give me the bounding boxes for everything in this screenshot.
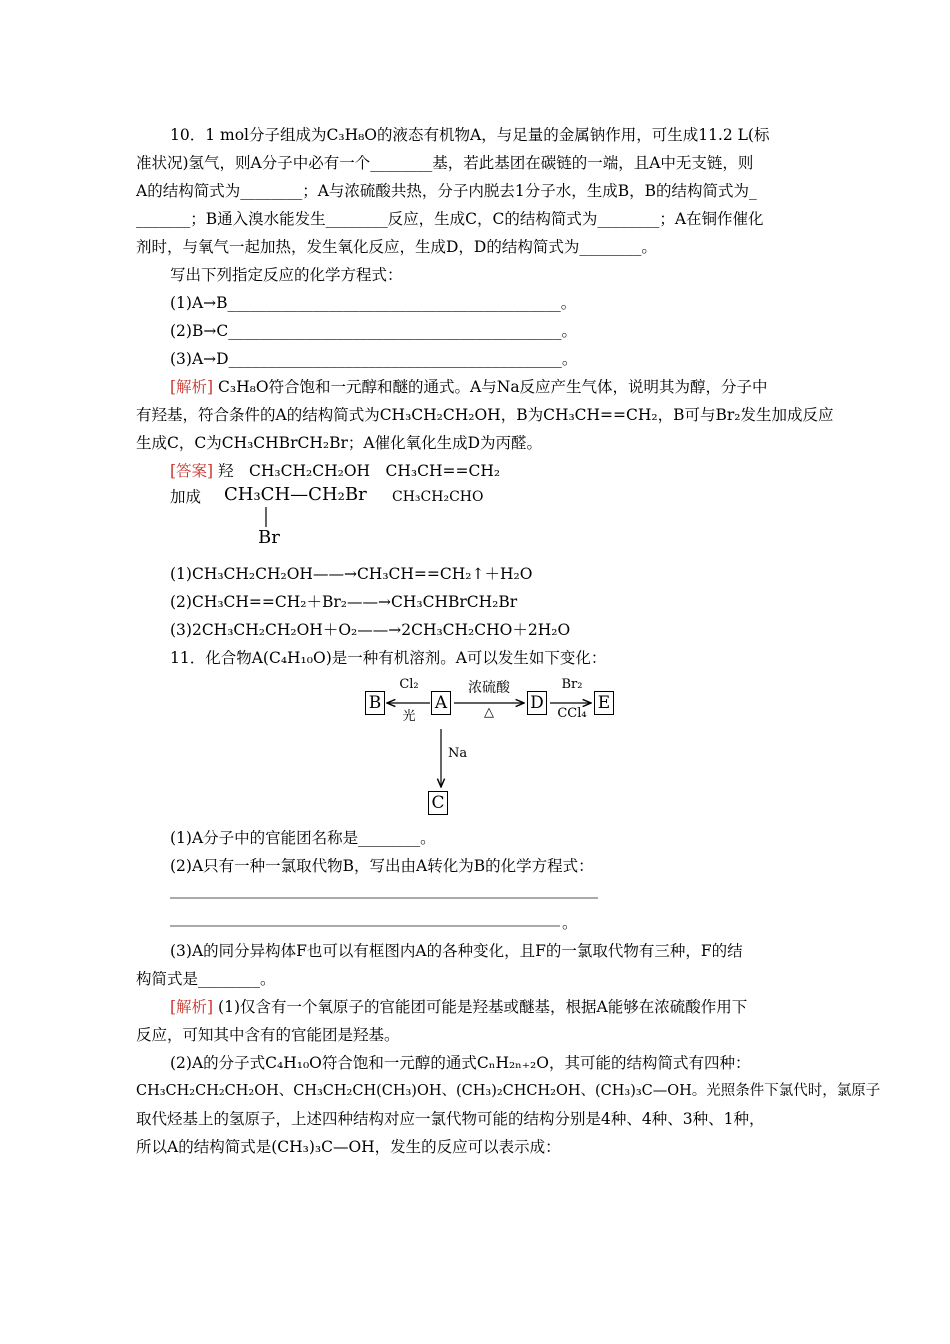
label-cl2: Cl₂	[399, 677, 419, 692]
daan-label: [答案]	[170, 462, 214, 480]
struct-formula-br: Br	[258, 527, 280, 548]
label-br2: Br₂	[561, 677, 583, 692]
daan10-jiacheng: 加成	[170, 488, 202, 506]
q10-eq-2-blank: (2)B→C___________________________________________。	[170, 322, 577, 340]
box-e: E	[594, 691, 614, 715]
jiexi11-line-2: 反应，可知其中含有的官能团是羟基。	[136, 1026, 400, 1044]
label-na: Na	[448, 746, 468, 761]
q10-line-3: A的结构简式为________；A与浓硫酸共热，分子内脱去1分子水，生成B，B的结构简式为_	[136, 182, 757, 200]
label-guang: 光	[402, 709, 416, 724]
jiexi-label-2: [解析]	[170, 998, 214, 1016]
label-ccl4: CCl₄	[557, 706, 587, 721]
q11-part-1: (1)A分子中的官能团名称是________。	[170, 829, 436, 847]
box-c: C	[428, 791, 448, 815]
jiexi11-line-1	[170, 996, 747, 1018]
jiexi11-line-3: (2)A的分子式C₄H₁₀O符合饱和一元醇的通式CₙH₂ₙ₊₂O，其可能的结构简式有四种：	[170, 1054, 751, 1072]
box-d: D	[527, 691, 547, 715]
q11-part-2: (2)A只有一种一氯取代物B，写出由A转化为B的化学方程式：	[170, 857, 594, 875]
daan10-eq-2: (2)CH₃CH==CH₂＋Br₂——→CH₃CHBrCH₂Br	[170, 593, 518, 611]
box-b: B	[365, 691, 385, 715]
q11-part-3-line-2: 构简式是________。	[136, 970, 276, 988]
box-a: A	[431, 691, 451, 715]
jiexi10-line-3: 生成C，C为CH₃CHBrCH₂Br；A催化氧化生成D为丙醛。	[136, 434, 542, 452]
jiexi11-line-4: CH₃CH₂CH₂CH₂OH、CH₃CH₂CH(CH₃)OH、(CH₃)₂CHCH₂OH、(CH₃)₃C—OH。光照条件下氯代时，氯原子	[136, 1083, 881, 1099]
q10-instruction: 写出下列指定反应的化学方程式：	[170, 266, 403, 284]
q10-line-5: 剂时，与氧气一起加热，发生氧化反应，生成D，D的结构简式为________。	[136, 238, 657, 256]
q11-part-3-line-1: (3)A的同分异构体F也可以有框图内A的各种变化，且F的一氯取代物有三种，F的结	[170, 942, 743, 960]
struct-formula-main: CH₃CH—CH₂Br	[224, 484, 367, 505]
label-nongliusuan: 浓硫酸	[468, 680, 510, 696]
daan10-text-1: 羟 CH₃CH₂CH₂OH CH₃CH==CH₂	[218, 462, 501, 480]
jiexi11-line-5: 取代烃基上的氢原子，上述四种结构对应一氯代物可能的结构分别是4种、4种、3种、1种，	[136, 1110, 765, 1128]
q11-part-2-end: 。	[562, 914, 578, 932]
q10-line-4: _______；B通入溴水能发生________反应，生成C，C的结构简式为________；A在铜作催化	[136, 210, 764, 228]
jiexi11-line-6: 所以A的结构简式是(CH₃)₃C—OH，发生的反应可以表示成：	[136, 1138, 561, 1156]
q11-line-1: 11．化合物A(C₄H₁₀O)是一种有机溶剂。A可以发生如下变化：	[170, 649, 607, 667]
q10-eq-1-blank: (1)A→B___________________________________________。	[170, 294, 577, 312]
q10-line-2: 准状况)氢气，则A分子中必有一个________基，若此基团在碳链的一端，且A中无支链，则	[136, 154, 754, 172]
daan10-eq-1: (1)CH₃CH₂CH₂OH——→CH₃CH==CH₂↑＋H₂O	[170, 565, 533, 583]
jiexi10-line-2: 有羟基，符合条件的A的结构简式为CH₃CH₂CH₂OH，B为CH₃CH==CH₂，B可与Br₂发生加成反应	[136, 406, 834, 424]
label-delta: △	[484, 705, 494, 720]
jiexi11-text-1: (1)仅含有一个氧原子的官能团可能是羟基或醚基，根据A能够在浓硫酸作用下	[218, 998, 748, 1016]
jiexi-label: [解析]	[170, 378, 214, 396]
q10-line-1: 10．1 mol分子组成为C₃H₈O的液态有机物A，与足量的金属钠作用，可生成11.2 L(标	[170, 126, 770, 144]
jiexi10-text-1: C₃H₈O符合饱和一元醇和醚的通式。A与Na反应产生气体，说明其为醇，分子中	[218, 378, 768, 396]
daan10-eq-3: (3)2CH₃CH₂CH₂OH＋O₂——→2CH₃CH₂CHO＋2H₂O	[170, 621, 571, 639]
q10-eq-3-blank: (3)A→D___________________________________________。	[170, 350, 578, 368]
daan10-d: CH₃CH₂CHO	[392, 489, 484, 505]
